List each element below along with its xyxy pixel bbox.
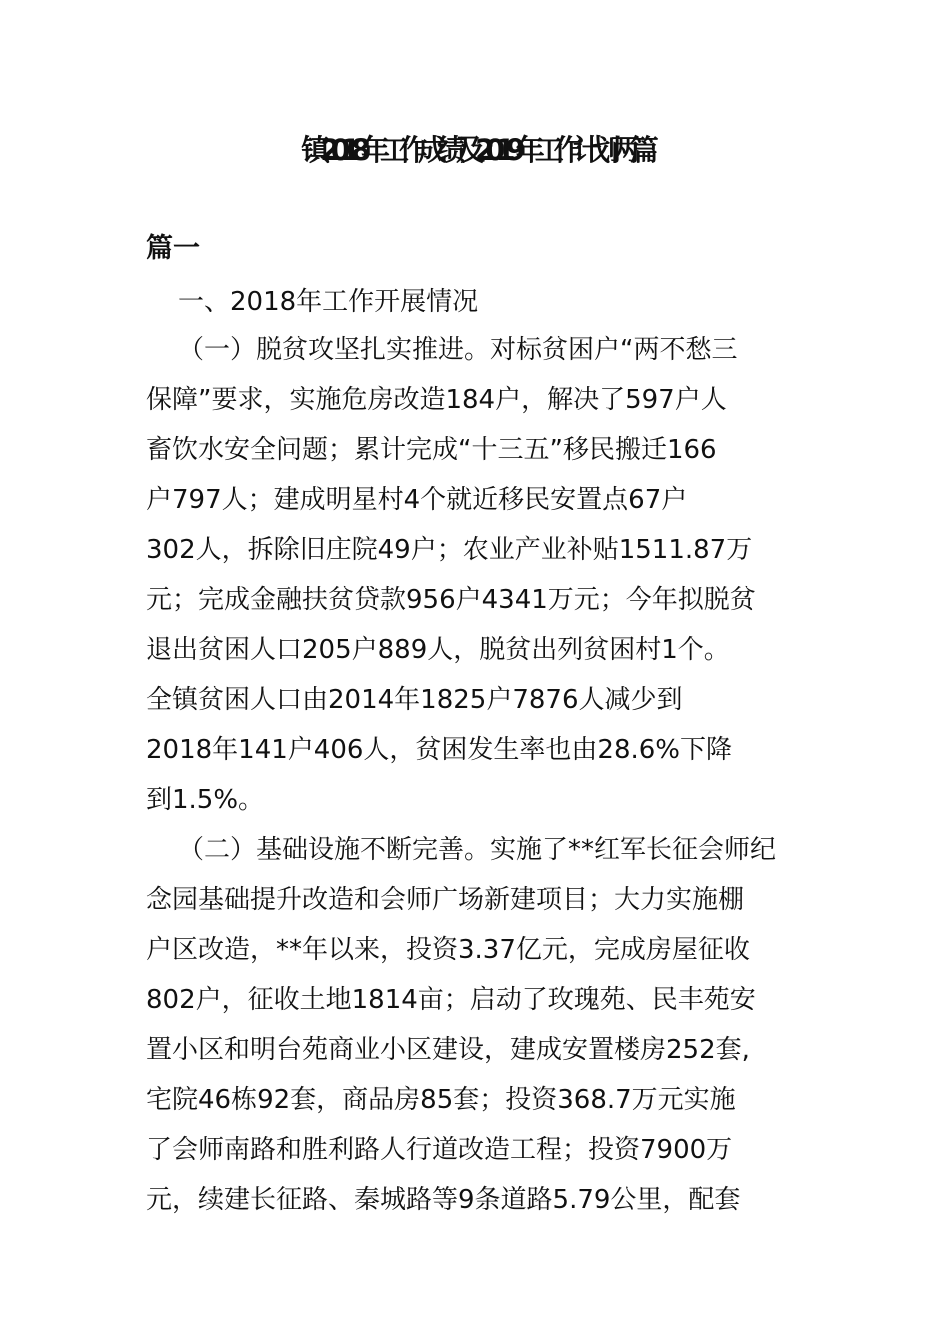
paragraph-line: 2018年141户406人，贫困发生率也由28.6%下降 [146, 735, 733, 765]
paragraph-line: 802户，征收土地1814亩；启动了玫瑰苑、民丰苑安 [146, 985, 756, 1015]
paragraph-line: 到1.5%。 [146, 785, 265, 815]
paragraph-line: 户区改造，**年以来，投资3.37亿元，完成房屋征收 [146, 935, 750, 965]
paragraph-line: 念园基础提升改造和会师广场新建项目；大力实施棚 [146, 885, 745, 915]
paragraph-line: 了会师南路和胜利路人行道改造工程；投资7900万 [146, 1135, 733, 1165]
paragraph-line: 置小区和明台苑商业小区建设，建成安置楼房252套, [146, 1035, 750, 1065]
paragraph-line: （二）基础设施不断完善。实施了**红军长征会师纪 [178, 835, 777, 865]
paragraph-line: 保障”要求，实施危房改造184户，解决了597户人 [146, 385, 727, 415]
paragraph-line: 畜饮水安全问题；累计完成“十三五”移民搬迁166 [146, 435, 717, 465]
document-title: 镇2018年工作成绩及2019年工作计划两篇 [301, 133, 649, 167]
paragraph-line: 户797人；建成明星村4个就近移民安置点67户 [146, 485, 688, 515]
subheading: 一、2018年工作开展情况 [178, 287, 479, 317]
section-heading: 篇一 [146, 233, 200, 264]
paragraph-line: 退出贫困人口205户889人，脱贫出列贫困村1个。 [146, 635, 730, 665]
paragraph-line: 元，续建长征路、秦城路等9条道路5.79公里，配套 [146, 1185, 741, 1215]
paragraph-line: 全镇贫困人口由2014年1825户7876人减少到 [146, 685, 683, 715]
paragraph-line: 元；完成金融扶贫贷款956户4341万元；今年拟脱贫 [146, 585, 756, 615]
paragraph-line: （一）脱贫攻坚扎实推进。对标贫困户“两不愁三 [178, 335, 738, 365]
paragraph-line: 宅院46栋92套，商品房85套；投资368.7万元实施 [146, 1085, 736, 1115]
paragraph-line: 302人，拆除旧庄院49户；农业产业补贴1511.87万 [146, 535, 753, 565]
